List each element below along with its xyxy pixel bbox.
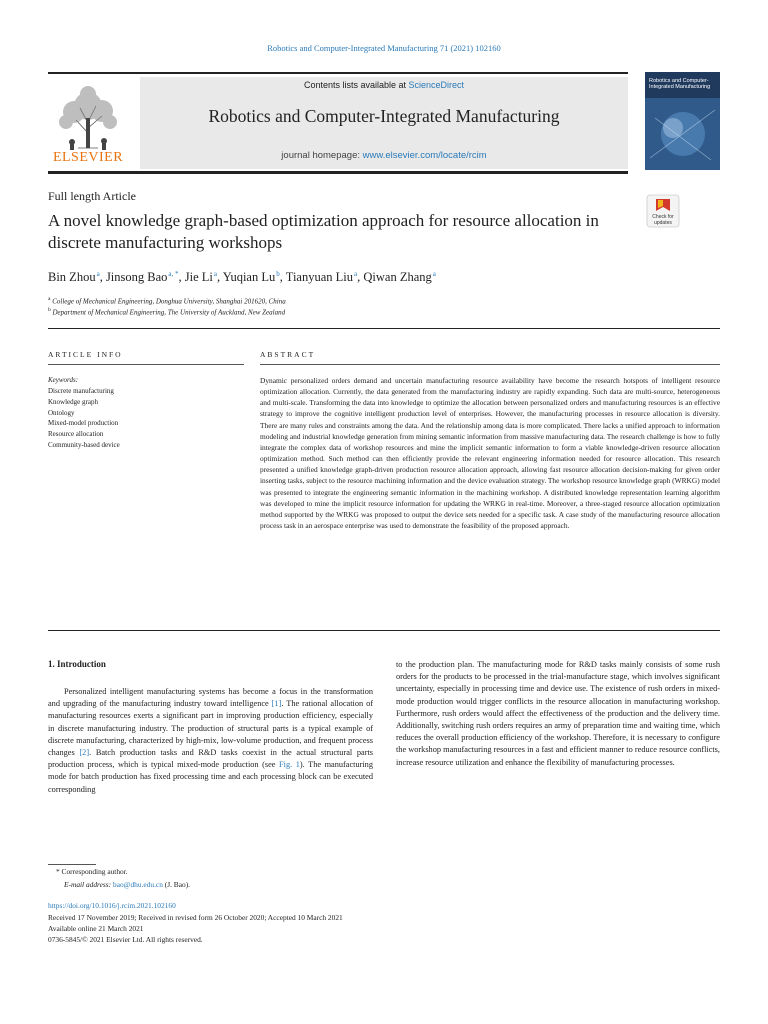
- received-dates: Received 17 November 2019; Received in revised form 26 October 2020; Accepted 10 March 2021: [48, 913, 343, 922]
- body-text: . Batch production tasks and R&D tasks coexist in the actual structural parts production process, which is typical mixed-mode production (see: [48, 748, 374, 770]
- journal-cover-title: Robotics and Computer-Integrated Manufacturing: [649, 78, 711, 90]
- body-text: ). The manufacturing mode for batch production has fixed processing time and each processing block can be executed corresponding: [48, 760, 373, 794]
- check-for-updates-label[interactable]: Check for updates: [652, 214, 674, 226]
- contents-prefix: Contents lists available at: [303, 80, 409, 90]
- keyword-item: Discrete manufacturing: [48, 387, 114, 395]
- citation-link[interactable]: [1]: [271, 699, 282, 709]
- citation-link[interactable]: [2]: [79, 748, 90, 758]
- affiliation-text: College of Mechanical Engineering, Donghua University, Shanghai 201620, China: [52, 297, 286, 306]
- affiliation-a: [48, 296, 286, 305]
- contents-availability-line: [140, 80, 628, 90]
- sciencedirect-link[interactable]: ScienceDirect: [408, 80, 465, 90]
- keyword-item: Resource allocation: [48, 430, 104, 439]
- article-title: A novel knowledge graph-based optimization approach for resource allocation in discrete manufacturing workshops: [48, 211, 599, 252]
- elsevier-wordmark[interactable]: ELSEVIER: [52, 150, 124, 165]
- abstract-bottom-rule: [48, 630, 720, 631]
- body-column-left: [48, 686, 373, 796]
- abstract-text: Dynamic personalized orders demand and uncertain manufacturing resource availability have become the research hotspots of intelligent resource optimization allocation. Currently, the data generated from the manufacturing industry are rapidly expanding. Such data are multi-source, heterogeneous and multi-scale. Transforming the data into knowledge to optimize the allocation between personalized orders and manufacturing resources is an effective strategy to improve the cognitive intelligent production level of enterprises. However, the manufacturing processes in resource allocation is diversity. There are many rules and constraints among the data. And the relationship among data is more complicated. There lacks a unified approach to information modeling and industrial knowledge generation from mining semantic information from massive manufacturing data. The research challenge is how to fully integrate the complex data of workshop resources and mine the implicit semantic information to form a viable knowledge-driven resource allocation optimization method. Such method can then efficiently provide the relevant engineering information needed for resource allocation. This research presented a unified knowledge graph-driven production resource allocation approach, allowing fast resource allocation decision-making for given order inserting tasks, subject to the resource machining information and the device evaluation strategy. The workshop resource knowledge graph (WRKG) model was presented to integrate the engineering semantic information in the machining workshop. A distributed knowledge representation learning algorithm was developed to mine the implicit resource information for updating the WRKG in real-time. Moreover, a three-staged resource allocation optimization method supported by the WRKG was proposed to output the device sets needed for a specific task. A case study of the manufacturing resource allocation process task in an aerospace enterprise was used to demonstrate the feasibility of the proposed approach.: [260, 376, 720, 531]
- author-name[interactable]: Jie Li: [184, 270, 213, 285]
- body-column-right: [396, 659, 720, 769]
- body-paragraph: [48, 686, 373, 796]
- keyword-item: Ontology: [48, 408, 75, 417]
- author-name[interactable]: Yuqian Lu: [222, 270, 276, 285]
- section-heading-introduction: 1. Introduction: [48, 659, 106, 669]
- author-name[interactable]: Qiwan Zhang: [363, 270, 432, 285]
- affiliation-b: [48, 307, 285, 316]
- journal-homepage-link[interactable]: www.elsevier.com/locate/rcim: [362, 150, 487, 161]
- journal-title: Robotics and Computer-Integrated Manufacturing: [208, 106, 560, 126]
- author-affiliation-mark[interactable]: a: [354, 270, 358, 278]
- figure-link[interactable]: Fig. 1: [279, 760, 300, 770]
- email-line: [64, 880, 190, 889]
- abstract-subrule: [260, 364, 720, 365]
- author-affiliation-mark[interactable]: a: [432, 270, 436, 278]
- masthead-top-rule: [48, 72, 628, 74]
- masthead-bottom-rule: [48, 171, 628, 174]
- keywords-list: [48, 386, 120, 451]
- author-affiliation-mark[interactable]: b: [276, 270, 280, 278]
- copyright-notice: 0736-5845/© 2021 Elsevier Ltd. All rights reserved.: [48, 935, 203, 944]
- email-label: E-mail address:: [64, 880, 113, 889]
- author-affiliation-mark[interactable]: a: [96, 270, 100, 278]
- article-type: Full length Article: [48, 189, 136, 203]
- article-info-rule: [48, 328, 720, 329]
- author-affiliation-mark[interactable]: a, *: [168, 270, 179, 278]
- author-affiliation-mark[interactable]: a: [213, 270, 217, 278]
- body-text: . The rational allocation of manufacturing resources exerts a significant part in improving production efficiency, especially in discrete manufacturing industry. The production of structural parts is a typical example of discrete manufacturing, characterized by high-mix, low-volume production, and frequent process changes: [48, 699, 373, 758]
- article-info-subrule: [48, 364, 244, 365]
- footnote-rule: [48, 864, 96, 865]
- running-head[interactable]: Robotics and Computer-Integrated Manufacturing 71 (2021) 102160: [267, 43, 501, 53]
- keywords-label: Keywords:: [48, 376, 79, 384]
- abstract-heading: ABSTRACT: [260, 350, 316, 359]
- email-link[interactable]: bao@dhu.edu.cn: [113, 880, 163, 889]
- journal-homepage-line: [140, 150, 628, 161]
- author-name[interactable]: Tianyuan Liu: [285, 270, 354, 285]
- affiliation-text: Department of Mechanical Engineering, The University of Auckland, New Zealand: [52, 308, 286, 317]
- doi-link[interactable]: https://doi.org/10.1016/j.rcim.2021.102160: [48, 901, 176, 910]
- corresponding-author-note: * Corresponding author.: [56, 867, 128, 876]
- affiliation-mark: b: [48, 307, 51, 313]
- body-paragraph: to the production plan. The manufacturing mode for R&D tasks mainly consists of some rush orders for the products to be processed in the trial-manufacture stage, which involves significant uncertainty, especially in processing time and device use. The existence of rush orders in mixed-mode production would trigger conflicts in the resource allocation in manufacturing workshop. Furthermore, rush orders would affect the effectiveness of the production and the delivery time. Additionally, switching rush orders requires an army of preparation time and waiting time, which reduces the overall production efficiency of the workshop. Therefore, it is necessary to configure the workshop manufacturing resources in a fast and efficient manner to reduce resource conflicts, increase resource utilization and enhance the flexibility of manufacturing processes.: [396, 660, 720, 767]
- keyword-item: Community-based device: [48, 440, 120, 449]
- author-list: Bin Zhou$^a$, Jinsong Bao$^{a, *}$, Jie Li$^a$, Yuqian Lu$^b$, Tianyuan Liu$^a$, Qiwan Zhang$^a$: [48, 270, 436, 285]
- author-name[interactable]: Jinsong Bao: [105, 270, 168, 285]
- journal-cover-thumbnail[interactable]: [645, 72, 720, 170]
- article-info-heading: ARTICLE INFO: [48, 350, 123, 359]
- author-name[interactable]: Bin Zhou: [48, 270, 96, 285]
- available-online-date: Available online 21 March 2021: [48, 924, 144, 933]
- body-text: Personalized intelligent manufacturing systems has become a focus in the transformation and upgrading of the manufacturing industry toward intelligence: [48, 687, 373, 709]
- email-suffix: (J. Bao).: [162, 880, 191, 889]
- keyword-item: Mixed-model production: [48, 419, 119, 428]
- keyword-item: Knowledge graph: [48, 397, 98, 406]
- affiliation-mark: a: [48, 296, 51, 302]
- cover-artwork-icon: [645, 98, 720, 170]
- homepage-prefix: journal homepage:: [281, 150, 363, 161]
